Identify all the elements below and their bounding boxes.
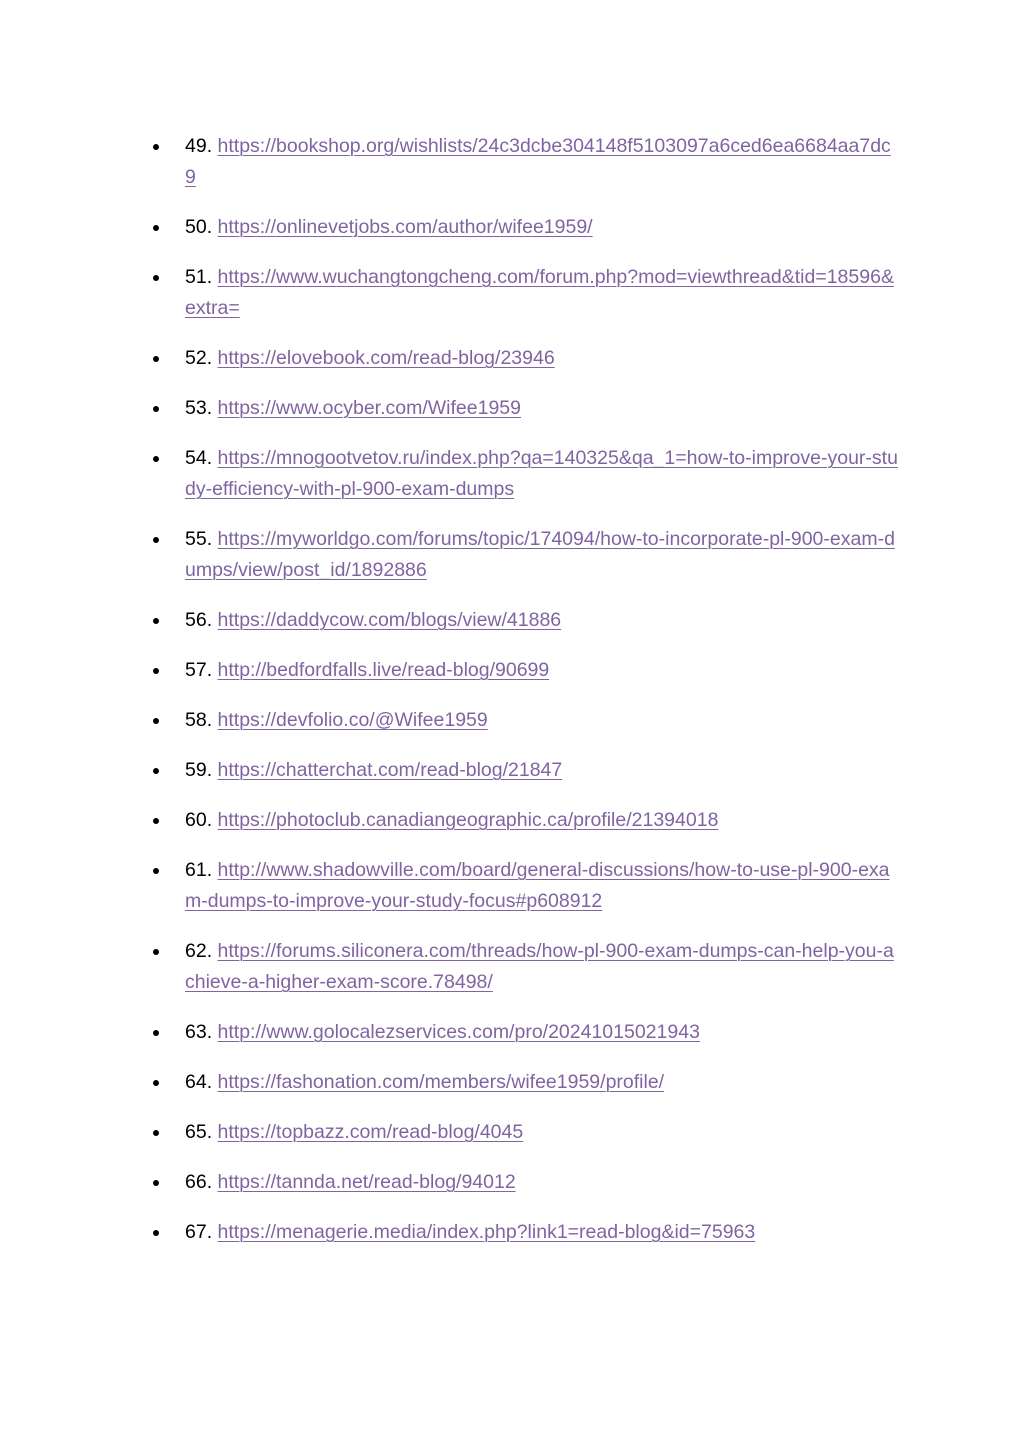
- list-item: [153, 1167, 898, 1198]
- item-number: 55.: [185, 528, 213, 550]
- list-item: [153, 705, 898, 736]
- item-number: 63.: [185, 1021, 213, 1043]
- list-item: [153, 443, 898, 505]
- list-item: [153, 855, 898, 917]
- list-item: [153, 343, 898, 374]
- item-link[interactable]: https://bookshop.org/wishlists/24c3dcbe304148f5103097a6ced6ea6684aa7dc9: [185, 135, 891, 188]
- list-item: [153, 936, 898, 998]
- list-item: [153, 755, 898, 786]
- bullet-icon: [153, 456, 159, 462]
- bullet-icon: [153, 718, 159, 724]
- item-link[interactable]: https://onlinevetjobs.com/author/wifee1959/: [217, 216, 593, 238]
- bullet-icon: [153, 618, 159, 624]
- list-item: [153, 1017, 898, 1048]
- bullet-icon: [153, 1230, 159, 1236]
- list-item: [153, 605, 898, 636]
- item-link[interactable]: https://fashonation.com/members/wifee1959/profile/: [217, 1071, 665, 1093]
- bullet-icon: [153, 768, 159, 774]
- bullet-icon: [153, 1180, 159, 1186]
- item-link[interactable]: https://chatterchat.com/read-blog/21847: [217, 759, 563, 781]
- list-item: [153, 1217, 898, 1248]
- item-number: 49.: [185, 135, 213, 157]
- item-number: 67.: [185, 1221, 213, 1243]
- list-item: [153, 262, 898, 324]
- bullet-icon: [153, 868, 159, 874]
- item-link[interactable]: https://www.ocyber.com/Wifee1959: [217, 397, 521, 419]
- item-number: 54.: [185, 447, 213, 469]
- item-number: 66.: [185, 1171, 213, 1193]
- item-link[interactable]: https://mnogootvetov.ru/index.php?qa=140325&qa_1=how-to-improve-your-study-efficiency-with-pl-900-exam-dumps: [185, 447, 898, 500]
- item-link[interactable]: https://www.wuchangtongcheng.com/forum.php?mod=viewthread&tid=18596&extra=: [185, 266, 894, 319]
- link-list: [153, 131, 898, 1267]
- item-number: 59.: [185, 759, 213, 781]
- item-number: 62.: [185, 940, 213, 962]
- item-link[interactable]: https://devfolio.co/@Wifee1959: [217, 709, 488, 731]
- item-link[interactable]: https://elovebook.com/read-blog/23946: [217, 347, 555, 369]
- item-link[interactable]: https://tannda.net/read-blog/94012: [217, 1171, 516, 1193]
- bullet-icon: [153, 818, 159, 824]
- bullet-icon: [153, 1080, 159, 1086]
- item-number: 50.: [185, 216, 213, 238]
- bullet-icon: [153, 406, 159, 412]
- bullet-icon: [153, 537, 159, 543]
- item-link[interactable]: http://www.golocalezservices.com/pro/20241015021943: [217, 1021, 700, 1043]
- item-link[interactable]: http://www.shadowville.com/board/general-discussions/how-to-use-pl-900-exam-dumps-to-improve-your-study-focus#p608912: [185, 859, 890, 912]
- item-number: 53.: [185, 397, 213, 419]
- item-link[interactable]: https://topbazz.com/read-blog/4045: [217, 1121, 524, 1143]
- item-number: 64.: [185, 1071, 213, 1093]
- item-number: 60.: [185, 809, 213, 831]
- bullet-icon: [153, 668, 159, 674]
- list-item: [153, 805, 898, 836]
- item-link[interactable]: https://photoclub.canadiangeographic.ca/profile/21394018: [217, 809, 719, 831]
- list-item: [153, 1067, 898, 1098]
- item-number: 58.: [185, 709, 213, 731]
- bullet-icon: [153, 356, 159, 362]
- item-number: 61.: [185, 859, 213, 881]
- item-number: 56.: [185, 609, 213, 631]
- item-link[interactable]: https://myworldgo.com/forums/topic/174094/how-to-incorporate-pl-900-exam-dumps/view/post_id/1892886: [185, 528, 895, 581]
- list-item: [153, 212, 898, 243]
- item-number: 57.: [185, 659, 213, 681]
- bullet-icon: [153, 1030, 159, 1036]
- list-item: [153, 393, 898, 424]
- list-item: [153, 655, 898, 686]
- bullet-icon: [153, 1130, 159, 1136]
- item-number: 51.: [185, 266, 213, 288]
- item-number: 65.: [185, 1121, 213, 1143]
- item-number: 52.: [185, 347, 213, 369]
- bullet-icon: [153, 275, 159, 281]
- item-link[interactable]: https://daddycow.com/blogs/view/41886: [217, 609, 562, 631]
- bullet-icon: [153, 949, 159, 955]
- item-link[interactable]: http://bedfordfalls.live/read-blog/90699: [217, 659, 550, 681]
- bullet-icon: [153, 144, 159, 150]
- item-link[interactable]: https://menagerie.media/index.php?link1=read-blog&id=75963: [217, 1221, 756, 1243]
- list-item: [153, 524, 898, 586]
- item-link[interactable]: https://forums.siliconera.com/threads/how-pl-900-exam-dumps-can-help-you-achieve-a-higher-exam-score.78498/: [185, 940, 894, 993]
- list-item: [153, 1117, 898, 1148]
- list-item: [153, 131, 898, 193]
- bullet-icon: [153, 225, 159, 231]
